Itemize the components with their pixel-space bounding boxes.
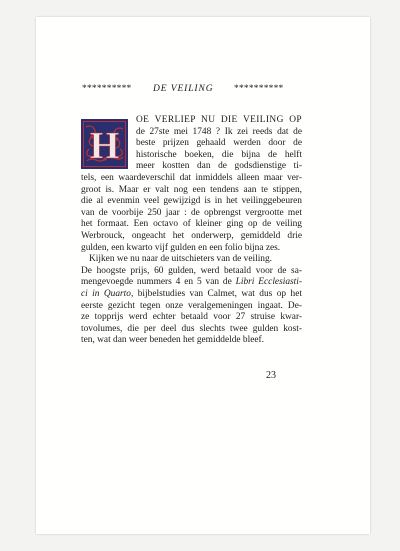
text-line: beste prijzen gehaald werden door de xyxy=(136,138,302,149)
text-line: de 27ste mei 1748 ? Ik zei reeds dat de xyxy=(136,126,302,137)
text-line: ze topprijs werd echter betaald voor 27 struise kwar- xyxy=(81,312,302,323)
header-ornament-left: ********** xyxy=(82,84,132,94)
text-line: ci in Quarto, bijbelstudies van Calmet, wat dus op het xyxy=(81,288,302,299)
text-line: meer kostten dan de godsdienstige ti- xyxy=(136,161,302,172)
text-line: groot is. Maar er valt nog een tendens aan te stippen, xyxy=(81,184,302,195)
text-line: die al evenmin veel gewijzigd is in het veilinggebeuren xyxy=(81,196,302,207)
text-line: van de voorbije 250 jaar : de opbrengst vergrootte met xyxy=(81,207,302,218)
running-title: DE VEILING xyxy=(153,84,214,94)
text-line: eerste gezicht tegen onze veralgemeningen ingaat. De- xyxy=(81,300,302,311)
italic-title: ci in Quarto xyxy=(81,288,131,299)
text-line: Kijken we nu naar de uitschieters van de veiling. xyxy=(89,254,273,265)
text-line: mengevoegde nummers 4 en 5 van de Libri Ecclesiasti- xyxy=(81,277,302,288)
body-text xyxy=(81,115,302,347)
text-line: historische boeken, die bijna de helft xyxy=(136,149,302,160)
running-header xyxy=(0,84,400,98)
header-ornament-right: ********** xyxy=(234,84,284,94)
text-line: ten, wat dan weer beneden het gemiddelde bleef. xyxy=(81,335,264,346)
text-line: OE VERLIEP NU DIE VEILING OP xyxy=(136,115,302,125)
text-line: Werbrouck, ongeacht het onderwerp, gemiddeld drie xyxy=(81,230,302,241)
text-line: gulden, een kwarto vijf gulden en een folio bijna zes. xyxy=(81,242,281,253)
text-line: tels, een waardeverschil dat inmiddels alleen maar ver- xyxy=(81,172,302,183)
page-number: 23 xyxy=(266,370,276,381)
text-line: De hoogste prijs, 60 gulden, werd betaald voor de sa- xyxy=(81,265,302,276)
initial-letter: H xyxy=(89,125,120,167)
text-line: het formaat. Een octavo of kleiner ging op de veiling xyxy=(81,219,302,230)
italic-title: Libri Ecclesiasti- xyxy=(235,277,302,288)
text-line: tovolumes, die per deel dus slechts twee gulden kost- xyxy=(81,323,302,334)
